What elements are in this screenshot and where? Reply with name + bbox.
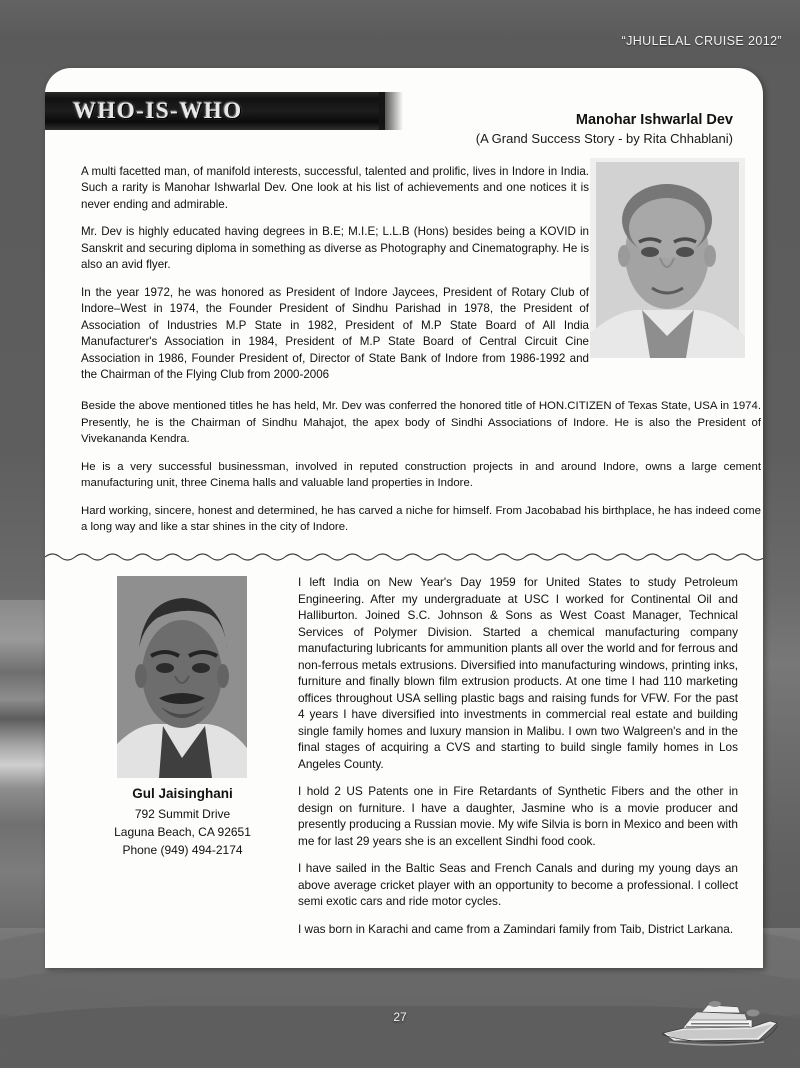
page-number: 27 [393, 1010, 407, 1024]
article-one-subtitle: (A Grand Success Story - by Rita Chhablani) [475, 131, 733, 146]
section-banner-label: WHO-IS-WHO [73, 98, 243, 123]
article-two-address-line-1: 792 Summit Drive [134, 807, 231, 821]
article-one-paragraph: Beside the above mentioned titles he has held, Mr. Dev was conferred the honored title of HON.CITIZEN of Texas State, USA in 1974. Presently, he is the Chairman of Sindhu Mahajot, the apex body of Sindhi Associations of Indore. He is also the President of Vivekananda Kendra. [81, 400, 761, 446]
article-one-paragraph: Hard working, sincere, honest and determined, he has carved a niche for himself. From Jacobabad his birthplace, he has indeed come a long way and like a star shines in the city of Indore. [81, 504, 761, 534]
article-one-fullwidth-text [81, 398, 761, 547]
article-one-paragraph: He is a very successful businessman, involved in reputed construction projects in and around Indore, owns a large cement manufacturing unit, three Cinema halls and valuable land properties in Indore. [81, 460, 761, 490]
article-two-paragraph: I was born in Karachi and came from a Zamindari family from Taib, District Larkana. [298, 921, 734, 936]
portrait-illustration-dev [590, 158, 745, 358]
running-header: “JHULELAL CRUISE 2012” [621, 34, 782, 48]
wavy-divider [45, 550, 763, 564]
article-two-portrait [117, 576, 247, 778]
article-one-column-text [81, 164, 589, 394]
article-two-body [298, 574, 738, 948]
portrait-illustration-jaisinghani [117, 576, 247, 778]
article-one-title: Manohar Ishwarlal Dev [575, 112, 733, 128]
article-one-portrait [590, 158, 745, 358]
article-two-paragraph: I hold 2 US Patents one in Fire Retardants of Synthetic Fibers and the other in design on furniture. I have a daughter, Jasmine who is a movie producer and presently producing a Russian movie. My wife Silvia is born in Mexico and been with me for last 29 years she is an excellent Sindhi food cook. [298, 784, 738, 848]
page-sheet [45, 68, 763, 968]
article-one-paragraph: A multi facetted man, of manifold interests, successful, talented and prolific, lives in Indore in India. Such a rarity is Manohar Ishwarlal Dev. One look at his list of achievements and one notices it is never ending and admirable. [81, 165, 589, 211]
article-two-paragraph: I have sailed in the Baltic Seas and French Canals and during my young days an above average cricket player with an opportunity to become a professional. I collect semi exotic cars and ride motor cycles. [298, 861, 738, 909]
article-one-paragraph: Mr. Dev is highly educated having degrees in B.E; M.I.E; L.L.B (Hons) besides being a KOVID in Sanskrit and securing diploma in something as diverse as Photography and Cinematography. He is also an avid flyer. [81, 225, 589, 272]
article-one-paragraph: In the year 1972, he was honored as President of Indore Jaycees, President of Rotary Club of Indore–West in 1974, the Founder President of Sindhu Parishad in 1978, the President of Association of Industries M.P State in 1982, President of M.P State Board of All India Manufacturer's Association in 1984, President of M.P State Board of Central Circuit Cine Association in 1986, Founder President of, Director of State Bank of Indore from 1986-1992 and the Chairman of the Flying Club from 2000-2006 [81, 285, 589, 381]
article-two-phone: Phone (949) 494-2174 [122, 843, 243, 857]
article-two-paragraph: I left India on New Year's Day 1959 for United States to study Petroleum Engineering. After my undergraduate at USC I worked for Continental Oil and Halliburton. Joined S.C. Johnson & Sons as West Coast Manager, Technical Services of Polymer Division. Started a chemical manufacturing company manufacturing lubricants for ammunition plants all over the world and for ferrous and non-ferrous metals extrusions. Diversified into manufacturing windows, printing inks, furniture and finally blown film extrusion products. At one time I had 110 marketing offices throughout USA selling plastic bags and raising funds for VFW. For the past 4 years I have diversified into investments in commercial real estate and building single family homes and luxury mansion in Malibu. I own two Walgreen's and in the final stages of acquiring a CVS and starting to build single family homes in Los Angeles County. [298, 575, 738, 771]
article-two-caption [75, 786, 290, 859]
article-two-name: Gul Jaisinghani [132, 786, 233, 801]
article-two-address-line-2: Laguna Beach, CA 92651 [114, 825, 251, 839]
